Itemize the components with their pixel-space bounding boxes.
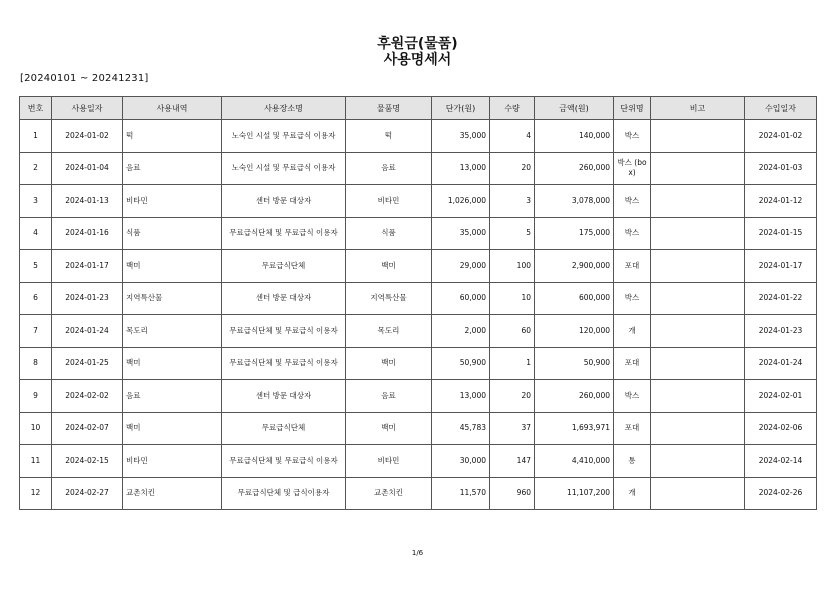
table-body [20,120,817,510]
cell-note [651,185,745,218]
cell-goods: 식품 [346,217,432,250]
cell-place: 노숙인 시설 및 무료급식 이용자 [222,152,346,185]
cell-qty: 20 [490,380,535,413]
cell-note [651,347,745,380]
cell-note [651,120,745,153]
cell-no: 12 [20,477,52,510]
cell-qty: 5 [490,217,535,250]
table-row [20,380,817,413]
cell-item: 비타민 [123,445,222,478]
cell-income-date: 2024-01-12 [745,185,817,218]
table-row [20,477,817,510]
cell-note [651,282,745,315]
cell-date: 2024-02-27 [52,477,123,510]
cell-price: 29,000 [432,250,490,283]
table-row [20,347,817,380]
cell-amount: 50,900 [535,347,614,380]
cell-amount: 3,078,000 [535,185,614,218]
cell-item: 음료 [123,380,222,413]
cell-place: 노숙인 시설 및 무료급식 이용자 [222,120,346,153]
cell-no: 4 [20,217,52,250]
page-indicator: 1/6 [411,549,424,557]
table-row [20,315,817,348]
cell-place: 센터 방문 대상자 [222,380,346,413]
cell-unit: 박스 [614,282,651,315]
cell-date: 2024-01-16 [52,217,123,250]
cell-qty: 60 [490,315,535,348]
cell-place: 무료급식단체 [222,412,346,445]
cell-goods: 백미 [346,347,432,380]
cell-amount: 1,693,971 [535,412,614,445]
cell-note [651,445,745,478]
cell-no: 2 [20,152,52,185]
cell-price: 2,000 [432,315,490,348]
cell-price: 35,000 [432,217,490,250]
cell-income-date: 2024-01-17 [745,250,817,283]
document-title-line1: 후원금(물품) [377,36,458,52]
cell-qty: 4 [490,120,535,153]
table-row [20,217,817,250]
cell-amount: 175,000 [535,217,614,250]
col-header-note: 비고 [651,97,745,120]
cell-unit: 통 [614,445,651,478]
cell-item: 떡 [123,120,222,153]
cell-date: 2024-01-17 [52,250,123,283]
cell-income-date: 2024-01-02 [745,120,817,153]
table-row [20,152,817,185]
cell-income-date: 2024-02-26 [745,477,817,510]
cell-goods: 비타민 [346,185,432,218]
cell-amount: 2,900,000 [535,250,614,283]
cell-qty: 3 [490,185,535,218]
cell-note [651,250,745,283]
cell-price: 50,900 [432,347,490,380]
cell-item: 비타민 [123,185,222,218]
cell-goods: 지역특산물 [346,282,432,315]
cell-item: 목도리 [123,315,222,348]
cell-date: 2024-01-02 [52,120,123,153]
cell-item: 식품 [123,217,222,250]
cell-item: 백미 [123,412,222,445]
cell-income-date: 2024-01-23 [745,315,817,348]
cell-goods: 떡 [346,120,432,153]
cell-income-date: 2024-02-06 [745,412,817,445]
cell-no: 3 [20,185,52,218]
table-row [20,282,817,315]
cell-place: 무료급식단체 및 무료급식 이용자 [222,445,346,478]
cell-item: 백미 [123,250,222,283]
cell-note [651,412,745,445]
cell-date: 2024-01-25 [52,347,123,380]
cell-no: 6 [20,282,52,315]
col-header-qty: 수량 [490,97,535,120]
col-header-item: 사용내역 [123,97,222,120]
cell-goods: 음료 [346,152,432,185]
cell-place: 센터 방문 대상자 [222,185,346,218]
cell-no: 10 [20,412,52,445]
cell-income-date: 2024-02-01 [745,380,817,413]
cell-unit: 박스 [614,380,651,413]
col-header-goods: 물품명 [346,97,432,120]
cell-qty: 20 [490,152,535,185]
document-title-line2: 사용명세서 [383,52,452,68]
table-row [20,445,817,478]
usage-table [19,96,817,510]
cell-price: 11,570 [432,477,490,510]
cell-qty: 10 [490,282,535,315]
cell-income-date: 2024-02-14 [745,445,817,478]
cell-note [651,152,745,185]
cell-date: 2024-01-13 [52,185,123,218]
cell-amount: 260,000 [535,152,614,185]
cell-item: 음료 [123,152,222,185]
cell-price: 45,783 [432,412,490,445]
cell-price: 13,000 [432,152,490,185]
period-range: [20240101 ~ 20241231] [20,73,149,84]
table-row [20,412,817,445]
cell-income-date: 2024-01-22 [745,282,817,315]
col-header-no: 번호 [20,97,52,120]
col-header-date: 사용일자 [52,97,123,120]
cell-date: 2024-02-02 [52,380,123,413]
cell-unit: 박스 [614,185,651,218]
cell-date: 2024-01-23 [52,282,123,315]
cell-qty: 100 [490,250,535,283]
cell-qty: 147 [490,445,535,478]
cell-amount: 140,000 [535,120,614,153]
cell-unit: 포대 [614,250,651,283]
cell-no: 7 [20,315,52,348]
col-header-income-date: 수입일자 [745,97,817,120]
cell-note [651,217,745,250]
cell-item: 교촌치킨 [123,477,222,510]
col-header-price: 단가(원) [432,97,490,120]
cell-price: 13,000 [432,380,490,413]
cell-no: 11 [20,445,52,478]
table-row [20,120,817,153]
cell-unit: 개 [614,477,651,510]
cell-note [651,380,745,413]
col-header-amount: 금액(원) [535,97,614,120]
cell-goods: 백미 [346,412,432,445]
cell-place: 무료급식단체 및 급식이용자 [222,477,346,510]
cell-no: 9 [20,380,52,413]
cell-amount: 120,000 [535,315,614,348]
cell-amount: 11,107,200 [535,477,614,510]
cell-date: 2024-01-24 [52,315,123,348]
cell-price: 60,000 [432,282,490,315]
cell-date: 2024-02-07 [52,412,123,445]
cell-no: 5 [20,250,52,283]
cell-no: 8 [20,347,52,380]
cell-income-date: 2024-01-03 [745,152,817,185]
table-row [20,185,817,218]
cell-price: 1,026,000 [432,185,490,218]
cell-unit: 박스 [614,120,651,153]
cell-qty: 1 [490,347,535,380]
cell-income-date: 2024-01-24 [745,347,817,380]
cell-date: 2024-02-15 [52,445,123,478]
cell-unit: 포대 [614,347,651,380]
cell-unit: 박스 (box) [614,152,651,185]
cell-goods: 비타민 [346,445,432,478]
cell-amount: 260,000 [535,380,614,413]
cell-amount: 600,000 [535,282,614,315]
cell-qty: 960 [490,477,535,510]
cell-unit: 개 [614,315,651,348]
cell-date: 2024-01-04 [52,152,123,185]
cell-place: 무료급식단체 및 무료급식 이용자 [222,217,346,250]
table-row [20,250,817,283]
cell-note [651,477,745,510]
cell-place: 무료급식단체 및 무료급식 이용자 [222,315,346,348]
cell-item: 백미 [123,347,222,380]
cell-unit: 포대 [614,412,651,445]
cell-price: 35,000 [432,120,490,153]
table-header-row [20,97,817,120]
col-header-unit: 단위명 [614,97,651,120]
cell-unit: 박스 [614,217,651,250]
cell-qty: 37 [490,412,535,445]
cell-note [651,315,745,348]
cell-price: 30,000 [432,445,490,478]
cell-goods: 백미 [346,250,432,283]
cell-income-date: 2024-01-15 [745,217,817,250]
cell-place: 무료급식단체 [222,250,346,283]
cell-place: 무료급식단체 및 무료급식 이용자 [222,347,346,380]
cell-goods: 목도리 [346,315,432,348]
col-header-place: 사용장소명 [222,97,346,120]
cell-goods: 음료 [346,380,432,413]
cell-amount: 4,410,000 [535,445,614,478]
cell-place: 센터 방문 대상자 [222,282,346,315]
cell-item: 지역특산물 [123,282,222,315]
cell-no: 1 [20,120,52,153]
cell-goods: 교촌치킨 [346,477,432,510]
